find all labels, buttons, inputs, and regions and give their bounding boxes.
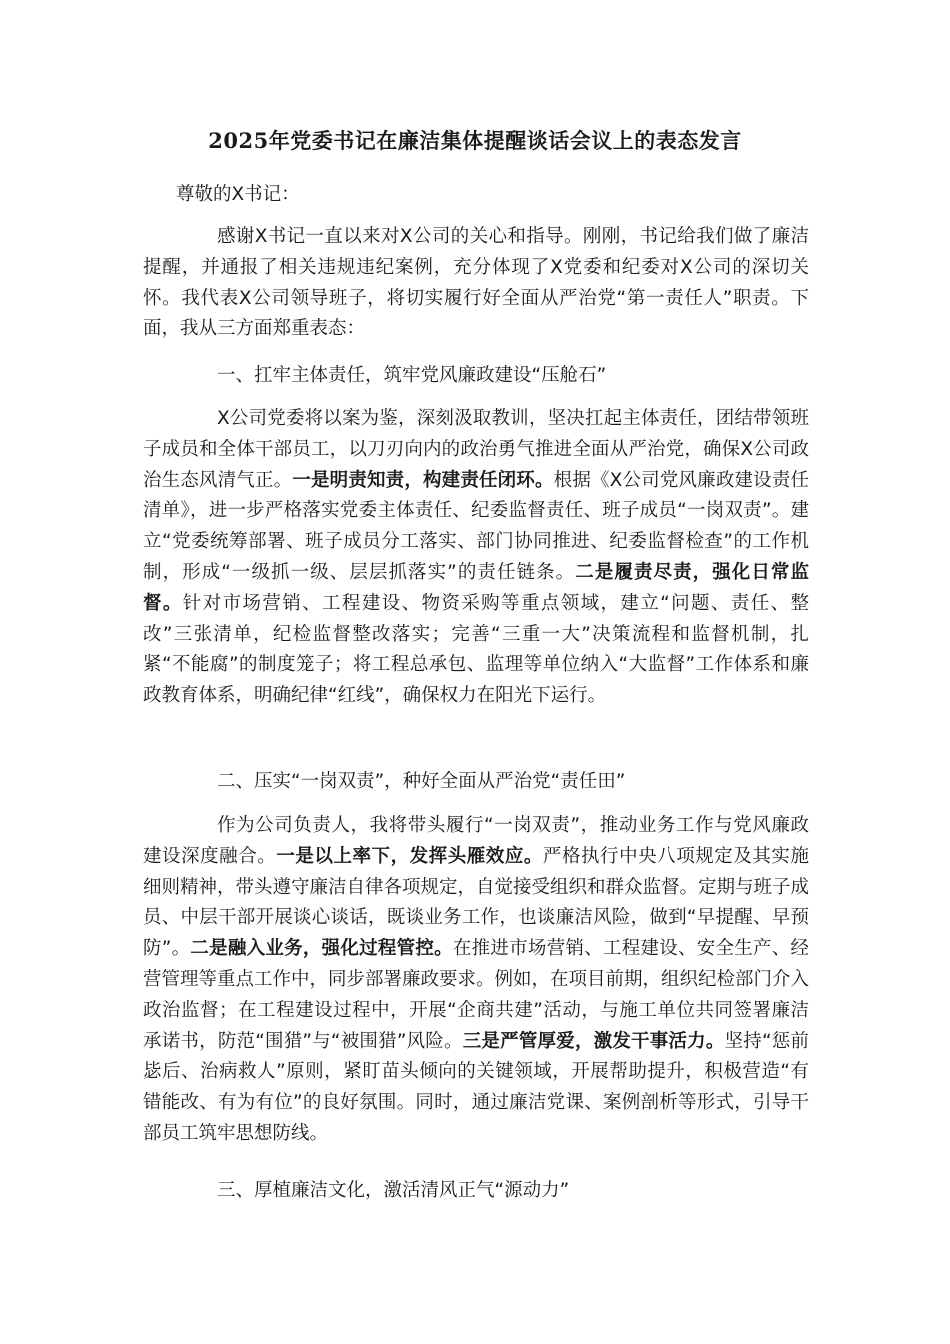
section-1-point-1: 一是明责知责，构建责任闭环。 [292, 469, 554, 491]
section-1-heading: 一、扛牢主体责任，筑牢党风廉政建设“压舱石” [217, 365, 607, 386]
section-3-heading: 三、厚植廉洁文化，激活清风正气“源动力” [217, 1180, 570, 1201]
document-title: 2025年党委书记在廉洁集体提醒谈话会议上的表态发言 [208, 128, 742, 153]
section-1-text-3: 针对市场营销、工程建设、物资采购等重点领域，建立“问题、责任、整改”三张清单，纪检监督整改落实；完善“三重一大”决策流程和监督机制，扎紧“不能腐”的制度笼子；将工程总承包、监理等单位纳入“大监督”工作体系和廉政教育体系，明确纪律“红线”，确保权力在阳光下运行。 [143, 592, 809, 707]
section-1-paragraph [143, 404, 809, 712]
section-1-text-1: X公司党委将以案为鉴，深刻汲取教训，坚决扛起主体责任，团结带领班子成员和全体干部员工，以刀刃向内的政治勇气推进全面从严治党，确保X公司政治生态风清气正。 [143, 408, 809, 491]
salutation: 尊敬的X书记： [176, 184, 300, 205]
section-1-point-2: 二是履责尽责，强化日常监督。 [143, 561, 809, 614]
section-2-point-2: 二是融入业务，强化过程管控。 [190, 938, 453, 960]
section-2-point-1: 一是以上率下，发挥头雁效应。 [276, 845, 543, 867]
section-2-text-3: 在推进市场营销、工程建设、安全生产、经营管理等重点工作中，同步部署廉政要求。例如，在项目前期，组织纪检部门介入政治监督；在工程建设过程中，开展“企商共建”活动，与施工单位共同签署廉洁承诺书，防范“围猎”与“被围猎”风险。 [143, 938, 810, 1052]
section-2-text-4: 坚持“惩前毖后、治病救人”原则，紧盯苗头倾向的关键领域，开展帮助提升，积极营造“有错能改、有为有位”的良好氛围。同时，通过廉洁党课、案例剖析等形式，引导干部员工筑牢思想防线。 [143, 1030, 809, 1144]
section-2-paragraph [143, 811, 809, 1150]
section-2-text-1: 作为公司负责人，我将带头履行“一岗双责”，推动业务工作与党风廉政建设深度融合。 [143, 815, 809, 867]
intro-paragraph: 感谢X书记一直以来对X公司的关心和指导。刚刚，书记给我们做了廉洁提醒，并通报了相关违规违纪案例，充分体现了X党委和纪委对X公司的深切关怀。我代表X公司领导班子，将切实履行好全面从严治党“第一责任人”职责。下面，我从三方面郑重表态： [143, 226, 809, 340]
section-2-text-2: 严格执行中央八项规定及其实施细则精神，带头遵守廉洁自律各项规定，自觉接受组织和群众监督。定期与班子成员、中层干部开展谈心谈话，既谈业务工作，也谈廉洁风险，做到“早提醒、早预防”。 [143, 845, 810, 960]
section-2-heading: 二、压实“一岗双责”，种好全面从严治党“责任田” [217, 771, 626, 792]
section-2-point-3: 三是严管厚爱，激发干事活力。 [462, 1030, 725, 1052]
section-1-text-2: 根据《X公司党风廉政建设责任清单》，进一步严格落实党委主体责任、纪委监督责任、班子成员“一岗双责”。建立“党委统筹部署、班子成员分工落实、部门协同推进、纪委监督检查”的工作机制，形成“一级抓一级、层层抓落实”的责任链条。 [143, 469, 809, 583]
